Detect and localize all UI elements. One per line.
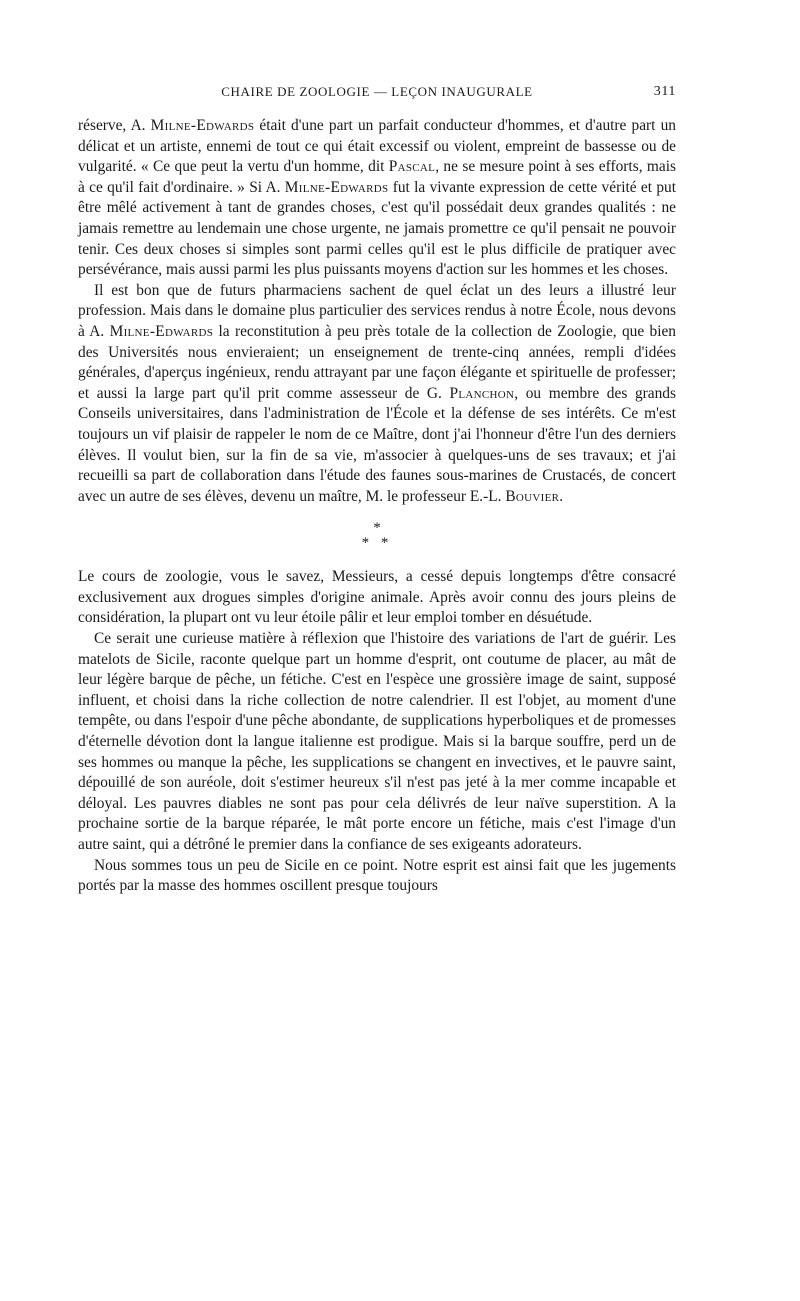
- author-name: Planchon: [449, 384, 515, 402]
- running-header: [78, 84, 676, 106]
- author-name: Pascal: [388, 158, 436, 176]
- text-run: , ne se mesure point à ses efforts, mais à ce qu'il fait d'ordinaire. » Si A.: [78, 158, 676, 196]
- text-run: était d'une part un parfait conducteur d'hommes, et d'autre part un délicat et un artiste, ennemi de tout ce qui était excessif ou violent, empreint de bassesse ou de vulgarité. « Ce que peut la vertu d'un homme, dit: [78, 117, 676, 176]
- text-run: Il est bon que de futurs pharmaciens sachent de quel éclat un des leurs a illustré leur profession. Mais dans le domaine plus particulier des services rendus à notre École, nous devons à A.: [78, 281, 676, 340]
- paragraph-1: [78, 116, 676, 281]
- asterism-top: *: [373, 520, 381, 537]
- text-run: fut la vivante expression de cette vérité et put être mêlé activement à tant de grandes choses, c'est qu'il possédait deux grandes qualités : ne jamais remettre au lendemain une chose urgente, ne jamais promettre ce qu'il pensait ne pouvoir tenir. Ces deux choses si simples sont parmi celles qu'il est le plus difficile de pratiquer avec persévérance, mais aussi parmi les plus puissants moyens d'action sur les hommes et les choses.: [78, 178, 676, 279]
- author-name: Milne-Edwards: [284, 178, 389, 196]
- paragraph-2: [78, 281, 676, 508]
- text-run: la reconstitution à peu près totale de la collection de Zoologie, que bien des Universités nous envieraient; un enseignement de trente-cinq années, rempli d'idées générales, d'aperçus ingénieux, rendu attrayant par une façon élégante et spirituelle de professer; et aussi la large part qu'il prit comme assesseur de G.: [78, 322, 676, 402]
- text-run: .: [559, 487, 564, 505]
- text-run: , ou membre des grands Conseils universitaires, dans l'administration de l'École et la défense de ses intérêts. Ce m'est toujours un vif plaisir de rappeler le nom de ce Maître, dont j'ai l'honneur d'être l'un des derniers élèves. Il voulut bien, sur la fin de sa vie, m'associer à quelques-uns de ses travaux; et j'ai recueilli sa part de collaboration dans l'étude des faunes sous-marines de Crustacés, de concert avec un autre de ses élèves, devenu un maître, M. le professeur E.-L.: [78, 384, 676, 505]
- body-text: [78, 116, 676, 897]
- paragraph-4: Ce serait une curieuse matière à réflexion que l'histoire des variations de l'art de guérir. Les matelots de Sicile, raconte quelque part un homme d'esprit, ont coutume de placer, au mât de leur légère barque de pêche, un fétiche. C'est en l'espèce une grossière image de saint, supposé influent, et choisi dans la riche collection de notre calendrier. Il est l'objet, au moment d'une tempête, ou dans l'espoir d'une pêche abondante, de supplications hyperboliques et de promesses d'éternelle dévotion dont la langue italienne est prodigue. Mais si la barque souffre, perd un de ses hommes ou manque la pêche, les supplications se changent en invectives, et le pauvre saint, dépouillé de son auréole, doit s'estimer heureux s'il n'est pas jeté à la mer comme incapable et déloyal. Les pauvres diables ne sont pas pour cela délivrés de leur naïve superstition. A la prochaine sortie de la barque réparée, le mât porte encore un fétiche, mais c'est l'image d'un autre saint, qui a détrôné le premier dans la confiance de ses exigeants adorateurs.: [78, 630, 676, 853]
- running-title: CHAIRE DE ZOOLOGIE — LEÇON INAUGURALE: [221, 84, 533, 99]
- author-name: Milne-Edwards: [150, 117, 255, 134]
- section-separator: [78, 507, 676, 567]
- paragraph-3: Le cours de zoologie, vous le savez, Messieurs, a cessé depuis longtemps d'être consacré exclusivement aux drogues simples d'origine animale. Après avoir connu des jours pleins de considération, la plupart ont vu leur étoile pâlir et leur emploi tomber en désuétude.: [78, 568, 676, 627]
- text-run: réserve, A.: [78, 117, 151, 134]
- asterism-bottom: * *: [361, 535, 393, 552]
- book-page: [78, 84, 676, 897]
- page-number: 311: [653, 84, 676, 99]
- author-name: Bouvier: [505, 487, 560, 505]
- author-name: Milne-Edwards: [109, 322, 214, 340]
- paragraph-5: Nous sommes tous un peu de Sicile en ce point. Notre esprit est ainsi fait que les jugements portés par la masse des hommes oscillent presque toujours: [78, 856, 676, 895]
